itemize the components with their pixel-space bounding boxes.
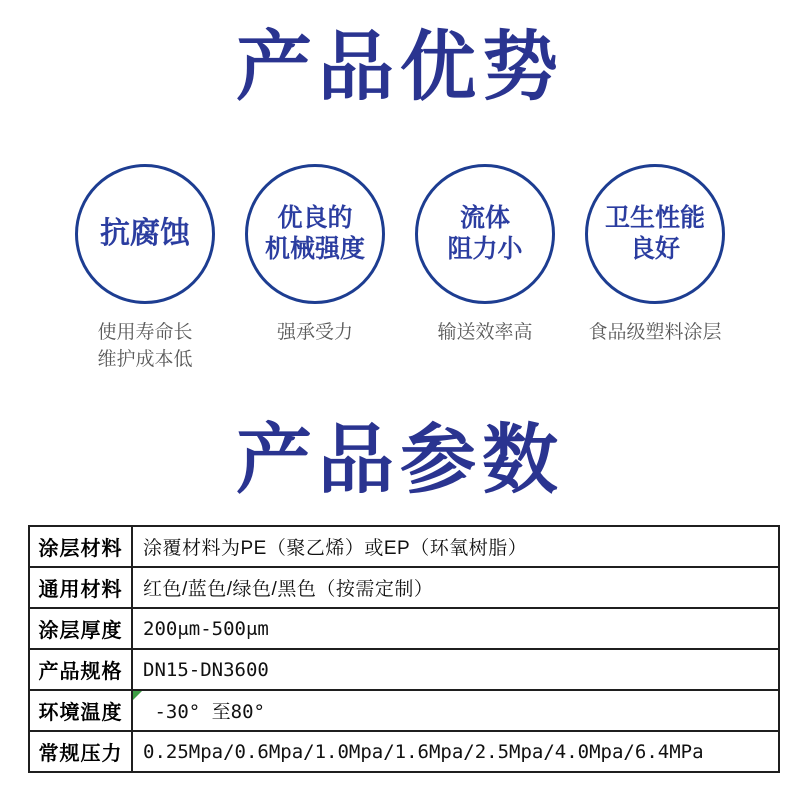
advantage-circle-text: 流体 阻力小 (447, 203, 523, 263)
advantage-item-mechanical-strength (242, 164, 388, 373)
advantage-circle (415, 164, 555, 304)
row-value-with-marker (132, 690, 779, 731)
advantage-caption: 使用寿命长 维护成本低 (97, 322, 193, 370)
advantages-title: 产品优势 (236, 25, 564, 110)
advantage-item-low-fluid-resistance (412, 164, 558, 373)
advantage-item-anticorrosion (72, 164, 218, 373)
table-row-coating-thickness (29, 608, 779, 649)
row-label: 涂层材料 (29, 526, 132, 567)
table-row-coating-material (29, 526, 779, 567)
advantage-circle-text: 抗腐蚀 (100, 217, 190, 251)
advantage-circle (75, 164, 215, 304)
parameters-table (28, 525, 780, 773)
table-row-product-spec (29, 649, 779, 690)
row-label: 产品规格 (29, 649, 132, 690)
green-corner-marker-icon (133, 691, 142, 700)
row-label: 常规压力 (29, 731, 132, 772)
row-value: 红色/蓝色/绿色/黑色（按需定制） (132, 567, 779, 608)
row-value: -30° 至80° (143, 701, 265, 724)
advantage-caption: 食品级塑料涂层 (588, 322, 722, 343)
row-value: 200μm-500μm (132, 608, 779, 649)
advantage-caption: 强承受力 (276, 322, 353, 343)
row-value: DN15-DN3600 (132, 649, 779, 690)
advantage-item-hygienic (582, 164, 728, 373)
table-row-ambient-temperature (29, 690, 779, 731)
advantage-circle-text: 卫生性能 良好 (604, 203, 705, 263)
advantage-circle (245, 164, 385, 304)
table-row-standard-pressure (29, 731, 779, 772)
advantage-caption: 输送效率高 (437, 322, 533, 343)
row-label: 涂层厚度 (29, 608, 132, 649)
row-value: 涂覆材料为PE（聚乙烯）或EP（环氧树脂） (132, 526, 779, 567)
advantage-circle (585, 164, 725, 304)
row-label: 通用材料 (29, 567, 132, 608)
parameters-title: 产品参数 (236, 418, 564, 504)
advantage-circle-text: 优良的 机械强度 (264, 203, 365, 263)
advantages-row (0, 164, 800, 373)
row-label: 环境温度 (29, 690, 132, 731)
row-value: 0.25Mpa/0.6Mpa/1.0Mpa/1.6Mpa/2.5Mpa/4.0Mpa/6.4MPa (132, 731, 779, 772)
table-row-general-material (29, 567, 779, 608)
